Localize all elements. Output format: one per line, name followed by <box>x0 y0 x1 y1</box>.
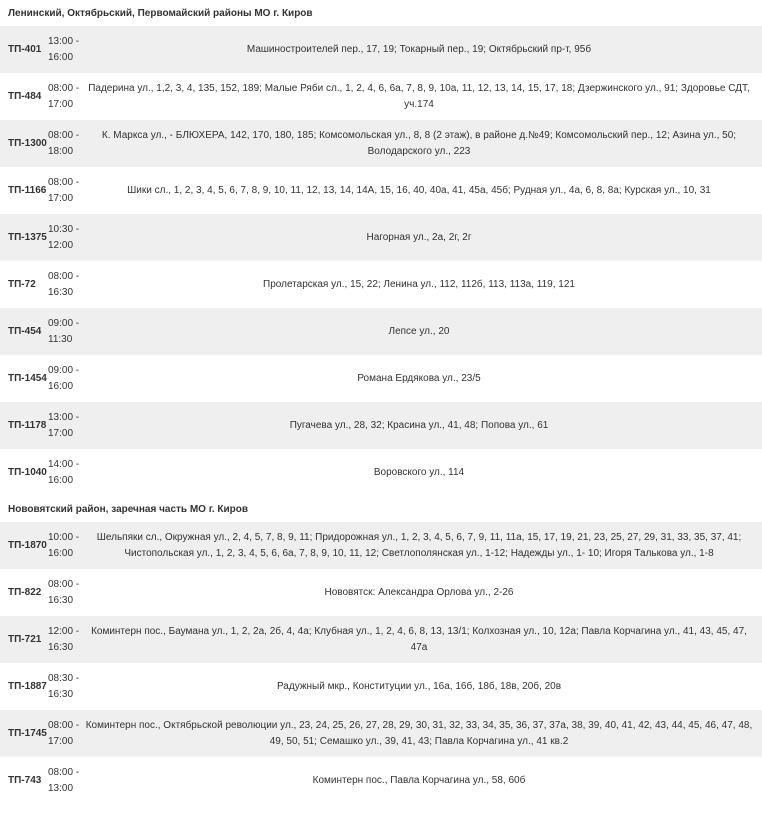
substation-id: ТП-1454 <box>8 373 47 384</box>
table-row <box>0 710 762 757</box>
address-list: Падерина ул., 1,2, 3, 4, 135, 152, 189; Малые Ряби сл., 1, 2, 4, 6, 6а, 7, 8, 9, 10а, 11, 12, 13, 14, 15, 17, 18; Дзержинского ул., 91; Здоровье СДТ, уч.174 <box>88 82 750 110</box>
time-range <box>46 81 82 113</box>
time-end: 17:00 <box>48 735 74 747</box>
address-list: Нововятск: Александра Орлова ул., 2-26 <box>324 586 514 598</box>
time-end: 18:00 <box>48 145 74 157</box>
address-list: Пролетарская ул., 15, 22; Ленина ул., 112, 112б, 113, 113а, 119, 121 <box>263 278 575 290</box>
time-range <box>46 363 82 395</box>
time-end: 13:00 <box>48 782 74 794</box>
time-end: 16:00 <box>48 380 74 392</box>
time-start: 08:00 - <box>48 578 80 590</box>
time-end: 16:30 <box>48 641 74 653</box>
time-start: 08:00 - <box>48 176 80 188</box>
time-start: 09:00 - <box>48 364 80 376</box>
time-start: 08:00 - <box>48 766 80 778</box>
table-row <box>0 757 762 804</box>
address-list: Коминтерн пос., Октябрьской революции ул., 23, 24, 25, 26, 27, 28, 29, 30, 31, 32, 33, 34, 35, 36, 37, 37а, 38, 39, 40, 41, 42, 43, 44, 45, 46, 47, 48, 49, 50, 51; Семашко ул., 39, 41, 43; Павла Корчагина ул., 41 кв.2 <box>85 719 753 747</box>
address-list: Романа Ердякова ул., 23/5 <box>357 372 481 384</box>
time-range <box>46 577 82 609</box>
substation-id: ТП-1300 <box>8 138 47 149</box>
time-range <box>46 316 82 348</box>
time-range <box>46 718 82 750</box>
substation-id: ТП-1887 <box>8 681 47 692</box>
time-start: 08:00 - <box>48 719 80 731</box>
time-range <box>46 175 82 207</box>
time-end: 16:00 <box>48 547 74 559</box>
substation-id: ТП-454 <box>8 326 42 337</box>
table-row <box>0 214 762 261</box>
section-header: Ленинский, Октябрьский, Первомайский районы МО г. Киров <box>0 0 762 26</box>
address-list: Радужный мкр., Конституции ул., 16а, 16б, 18б, 18в, 20б, 20в <box>276 680 562 692</box>
time-end: 17:00 <box>48 192 74 204</box>
table-row <box>0 26 762 73</box>
substation-id: ТП-1745 <box>8 728 47 739</box>
address-list: Воровского ул., 114 <box>373 466 465 478</box>
time-range <box>46 128 82 160</box>
table-row <box>0 73 762 120</box>
table-row <box>0 120 762 167</box>
table-row <box>0 308 762 355</box>
time-range <box>46 269 82 301</box>
time-start: 14:00 - <box>48 458 80 470</box>
time-end: 17:00 <box>48 98 74 110</box>
time-end: 16:00 <box>48 474 74 486</box>
table-row <box>0 449 762 496</box>
substation-id: ТП-743 <box>8 775 42 786</box>
time-start: 13:00 - <box>48 411 80 423</box>
substation-id: ТП-72 <box>8 279 36 290</box>
time-end: 17:00 <box>48 427 74 439</box>
time-end: 12:00 <box>48 239 74 251</box>
time-start: 08:00 - <box>48 82 80 94</box>
time-start: 10:30 - <box>48 223 80 235</box>
substation-id: ТП-1870 <box>8 540 47 551</box>
table-row <box>0 616 762 663</box>
table-row <box>0 522 762 569</box>
time-start: 08:00 - <box>48 270 80 282</box>
time-range <box>46 410 82 442</box>
substation-id: ТП-721 <box>8 634 42 645</box>
substation-id: ТП-401 <box>8 44 42 55</box>
table-row <box>0 355 762 402</box>
time-end: 16:00 <box>48 51 74 63</box>
table-row <box>0 402 762 449</box>
time-start: 12:00 - <box>48 625 80 637</box>
address-list: Машиностроителей пер., 17, 19; Токарный пер., 19; Октябрьский пр-т, 95б <box>246 43 592 55</box>
time-range <box>46 765 82 797</box>
time-end: 16:30 <box>48 688 74 700</box>
table-row <box>0 261 762 308</box>
table-row <box>0 167 762 214</box>
time-start: 10:00 - <box>48 531 80 543</box>
substation-id: ТП-1166 <box>8 185 47 196</box>
substation-id: ТП-1375 <box>8 232 47 243</box>
address-list: Шельпяки сл., Окружная ул., 2, 4, 5, 7, 8, 9, 11; Придорожная ул., 1, 2, 3, 4, 5, 6, 7, 9, 11, 11а, 15, 17, 19, 21, 23, 25, 27, 29, 31, 33, 35, 37, 41; Чистопольская ул., 1, 2, 3, 4, 5, 6, 6а, 7, 8, 9, 10, 11, 12; Светлополянская ул., 1-12; Надежды ул., 1- 10; Игоря Талькова ул., 1-8 <box>96 531 742 559</box>
time-end: 16:30 <box>48 286 74 298</box>
address-list: Лепсе ул., 20 <box>388 325 450 337</box>
substation-id: ТП-1040 <box>8 467 47 478</box>
address-list: Коминтерн пос., Баумана ул., 1, 2, 2а, 2б, 4, 4а; Клубная ул., 1, 2, 4, 6, 8, 13, 13/1; Колхозная ул., 10, 12а; Павла Корчагина ул., 41, 43, 45, 47, 47а <box>91 625 747 653</box>
time-range <box>46 34 82 66</box>
section-header: Нововятский район, заречная часть МО г. Киров <box>0 496 762 522</box>
time-range <box>46 530 82 562</box>
time-range <box>46 624 82 656</box>
address-list: Шики сл., 1, 2, 3, 4, 5, 6, 7, 8, 9, 10, 11, 12, 13, 14, 14А, 15, 16, 40, 40а, 41, 45а, 45б; Рудная ул., 4а, 6, 8, 8а; Курская ул., 10, 31 <box>127 184 711 196</box>
table-row <box>0 569 762 616</box>
address-list: Нагорная ул., 2а, 2г, 2г <box>366 231 472 243</box>
table-row <box>0 663 762 710</box>
time-end: 16:30 <box>48 594 74 606</box>
substation-id: ТП-822 <box>8 587 42 598</box>
address-list: Коминтерн пос., Павла Корчагина ул., 58, 60б <box>312 774 526 786</box>
time-start: 08:00 - <box>48 129 80 141</box>
time-range <box>46 671 82 703</box>
time-end: 11:30 <box>48 333 73 345</box>
substation-id: ТП-1178 <box>8 420 47 431</box>
time-range <box>46 457 82 489</box>
address-list: Пугачева ул., 28, 32; Красина ул., 41, 48; Попова ул., 61 <box>289 419 549 431</box>
address-list: К. Маркса ул., - БЛЮХЕРА, 142, 170, 180, 185; Комсомольская ул., 8, 8 (2 этаж), в районе д.№49; Комсомольский пер., 12; Азина ул., 50; Володарского ул., 223 <box>101 129 737 157</box>
substation-id: ТП-484 <box>8 91 42 102</box>
time-start: 08:30 - <box>48 672 80 684</box>
time-start: 09:00 - <box>48 317 80 329</box>
time-range <box>46 222 82 254</box>
time-start: 13:00 - <box>48 35 80 47</box>
